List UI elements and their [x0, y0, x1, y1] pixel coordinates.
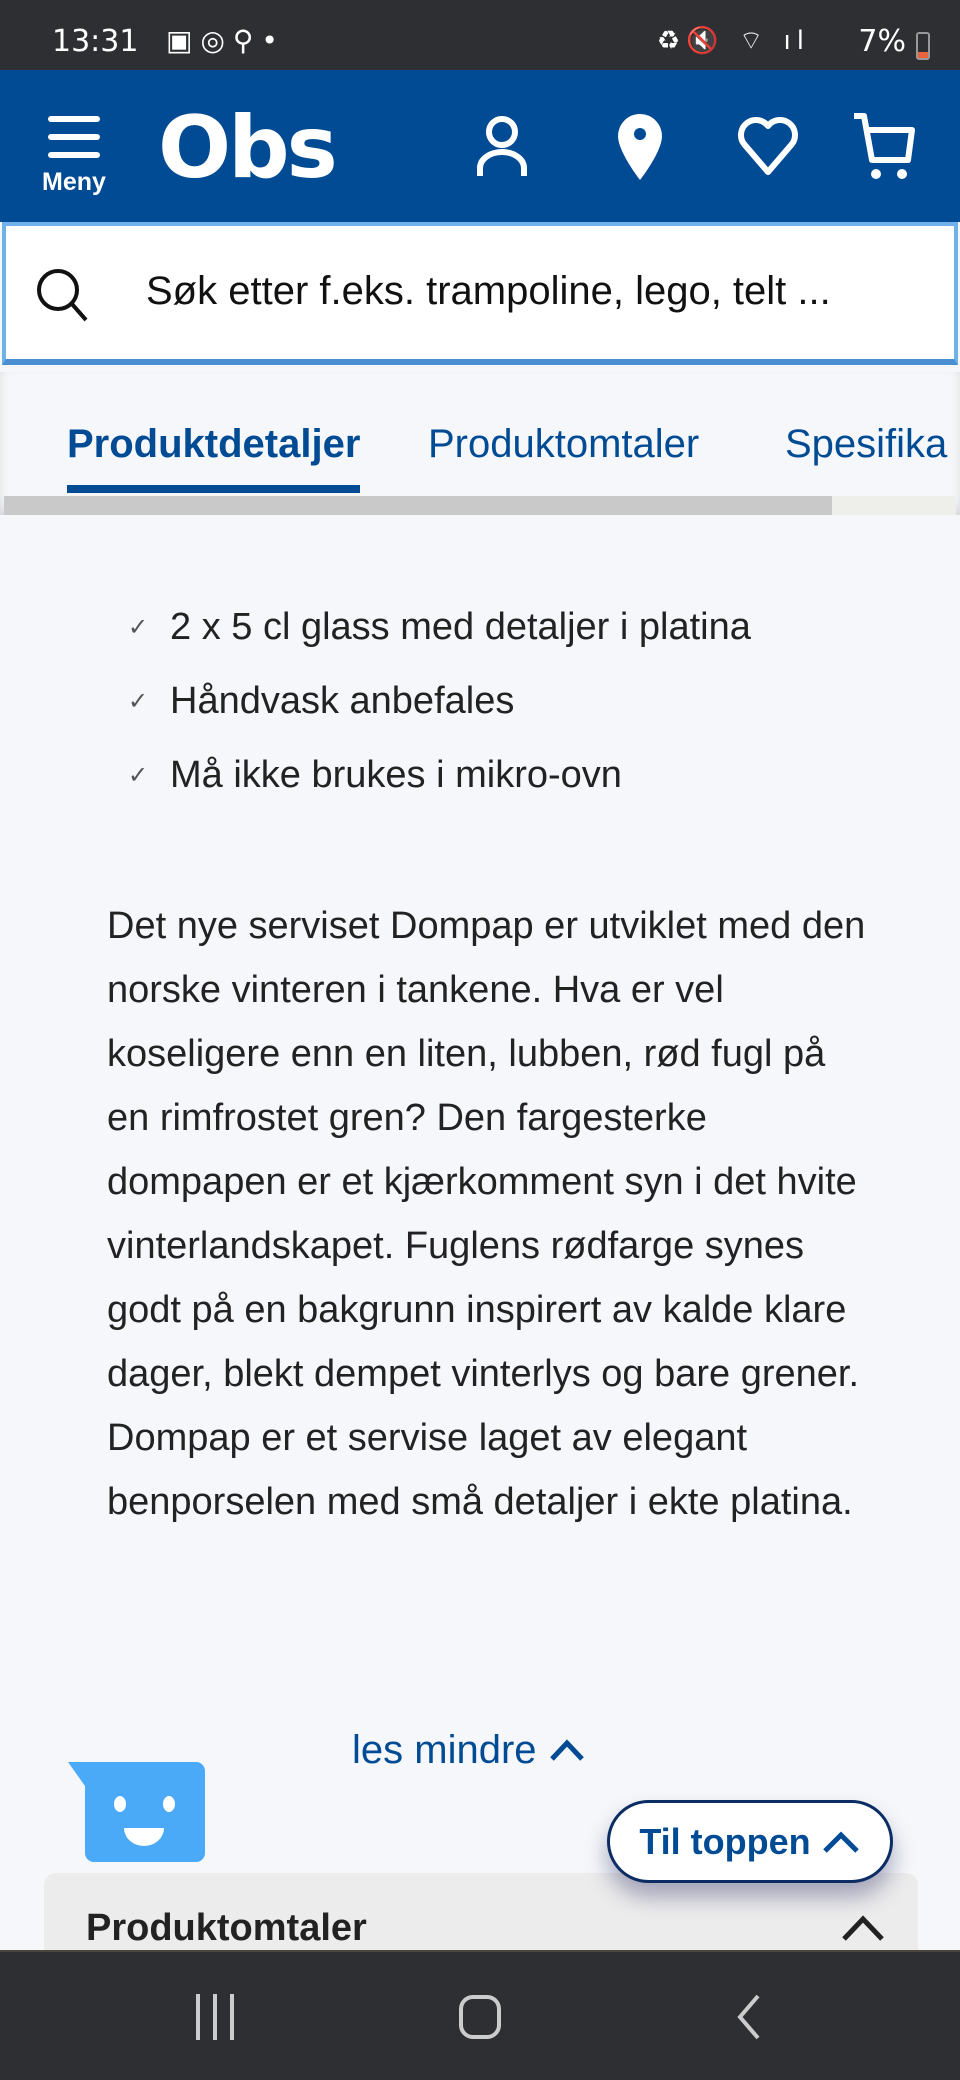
chevron-up-icon	[548, 1737, 586, 1763]
system-icons: ♻🔇 ⌔ ıl	[656, 26, 810, 56]
search-input[interactable]	[146, 256, 926, 326]
notification-icons: ▣◎⚲•	[166, 24, 286, 57]
search-icon[interactable]	[34, 266, 94, 326]
chevron-up-icon[interactable]	[840, 1913, 886, 1943]
account-icon[interactable]	[470, 112, 534, 182]
check-icon: ✓	[128, 613, 149, 641]
back-icon[interactable]	[730, 1992, 770, 2042]
cart-icon[interactable]	[852, 112, 916, 182]
read-less-link[interactable]	[352, 1728, 586, 1773]
back-to-top-button[interactable]	[607, 1800, 893, 1883]
site-header	[0, 70, 960, 222]
read-less-label: les mindre	[352, 1728, 537, 1772]
store-location-icon[interactable]	[608, 112, 672, 182]
list-item	[128, 590, 751, 664]
list-item	[128, 738, 751, 812]
obs-logo[interactable]: Obs	[158, 98, 335, 198]
status-time: 13:31	[52, 24, 139, 59]
check-icon: ✓	[128, 761, 149, 789]
chevron-up-icon	[821, 1829, 861, 1855]
wishlist-heart-icon[interactable]	[736, 112, 800, 182]
feature-text: Håndvask anbefales	[170, 679, 515, 722]
feature-list	[128, 590, 751, 812]
product-tabs	[0, 372, 960, 515]
status-bar	[0, 0, 960, 70]
reviews-title: Produktomtaler	[86, 1907, 367, 1949]
menu-label: Meny	[42, 168, 106, 196]
list-item	[128, 664, 751, 738]
menu-button[interactable]	[40, 116, 108, 197]
feature-text: 2 x 5 cl glass med detaljer i platina	[170, 605, 751, 648]
product-description: Det nye serviset Dompap er utviklet med den norske vinteren i tankene. Hva er vel koseligere enn en liten, lubben, rød fugl på en rimfrostet gren? Den fargesterke dompapen er et kjærkomment syn i det hvite vinterlandskapet. Fuglens rødfarge synes godt på en bakgrunn inspirert av kalde klare dager, blekt dempet vinterlys og bare grener. Dompap er et servise laget av elegant benporselen med små detaljer i ekte platina.	[107, 905, 866, 1523]
tab-produktdetaljer[interactable]: Produktdetaljer	[67, 422, 361, 466]
battery-icon	[916, 32, 930, 60]
check-icon: ✓	[128, 687, 149, 715]
tabs-scrollbar[interactable]	[4, 496, 956, 515]
tab-spesifikasjoner[interactable]: Spesifika	[785, 422, 948, 466]
battery-text: 7%	[858, 24, 906, 59]
android-nav-bar	[0, 1950, 960, 2080]
back-to-top-label: Til toppen	[639, 1820, 811, 1862]
tab-produktomtaler[interactable]: Produktomtaler	[428, 422, 700, 466]
search-bar	[2, 222, 958, 365]
chat-bot-icon[interactable]	[68, 1762, 205, 1862]
home-icon[interactable]	[456, 1992, 506, 2042]
feature-text: Må ikke brukes i mikro-ovn	[170, 753, 622, 796]
recent-apps-icon[interactable]	[190, 1992, 240, 2042]
